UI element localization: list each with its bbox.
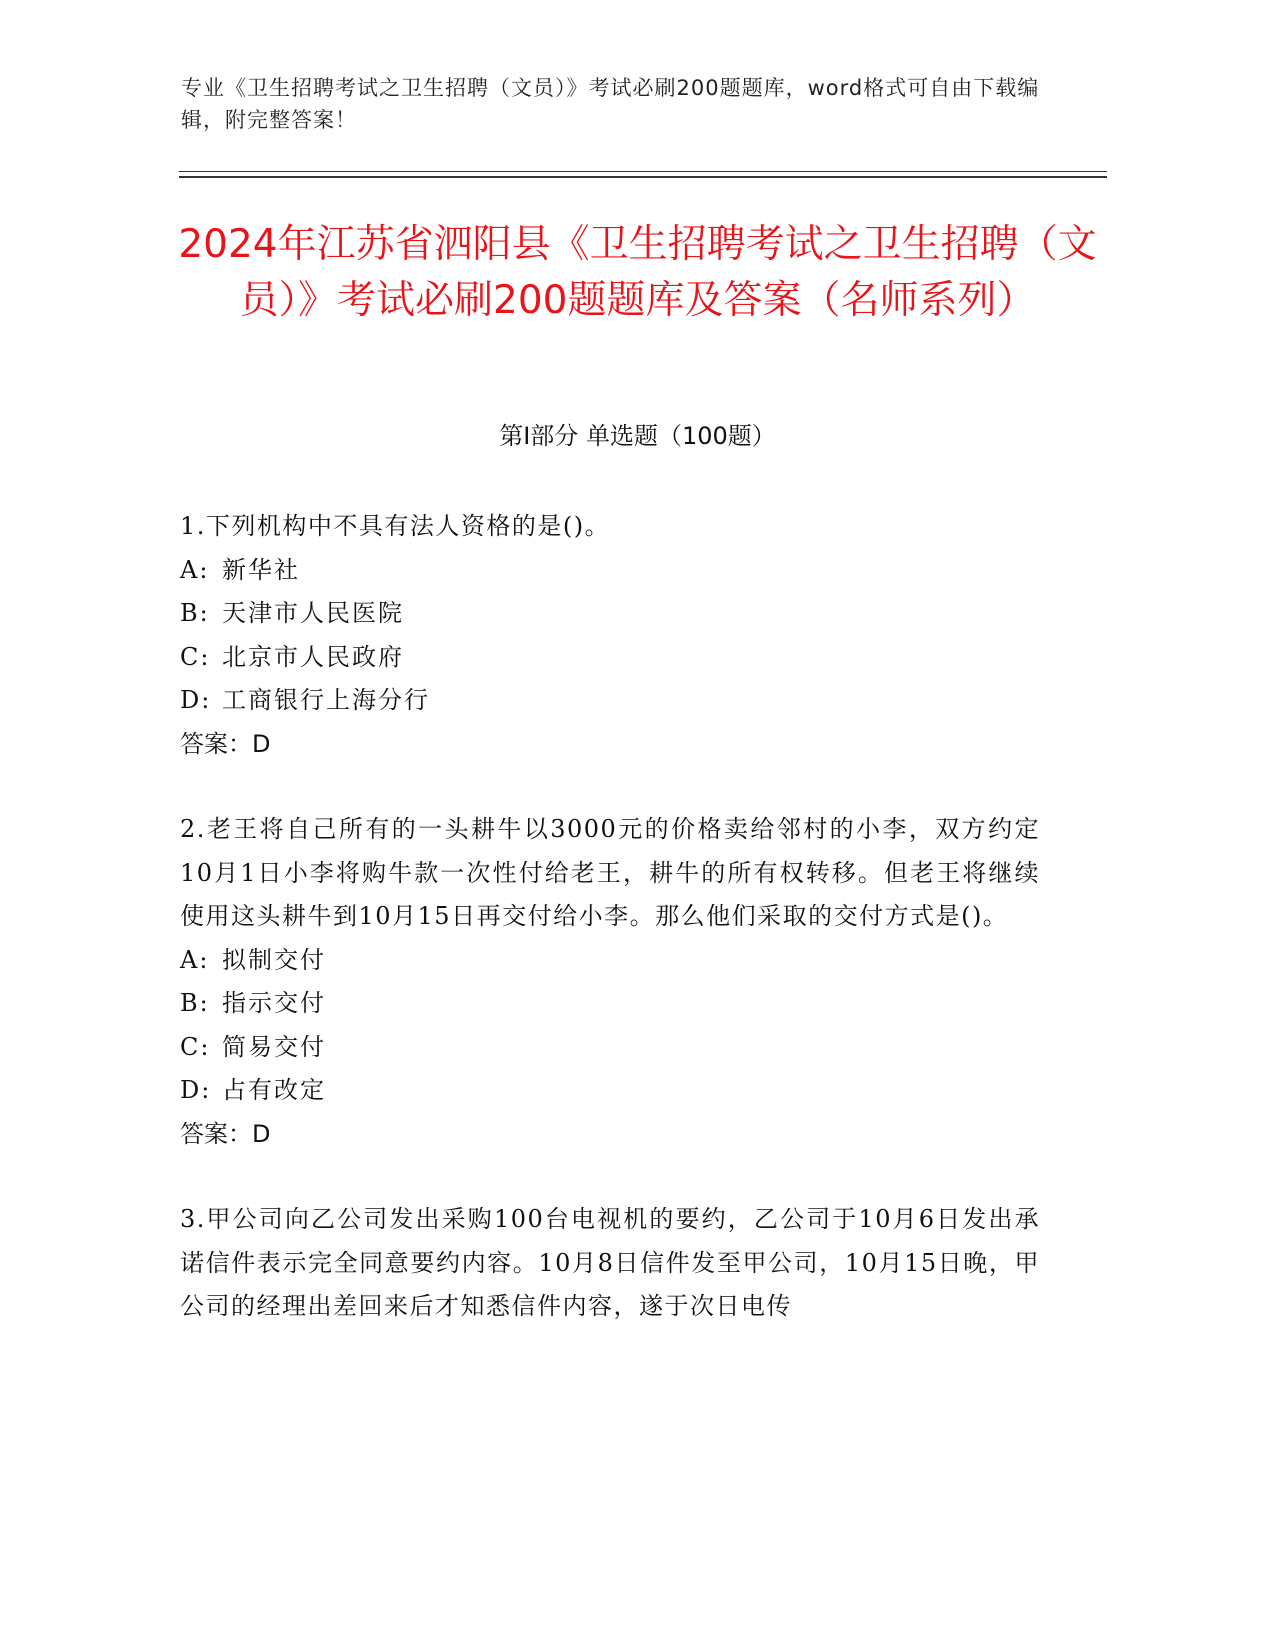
question-1 bbox=[180, 505, 1040, 766]
question-text: 3.甲公司向乙公司发出采购100台电视机的要约，乙公司于10月6日发出承诺信件表示完全同意要约内容。10月8日信件发至甲公司，10月15日晚，甲公司的经理出差回来后才知悉信件内容，遂于次日电传 bbox=[180, 1205, 1040, 1320]
option-text: 简易交付 bbox=[222, 1032, 326, 1061]
header-divider-thick bbox=[179, 176, 1107, 178]
option-c bbox=[180, 636, 1040, 680]
option-label: B: bbox=[180, 989, 210, 1017]
option-text: 占有改定 bbox=[222, 1076, 326, 1104]
question-text: 2.老王将自己所有的一头耕牛以3000元的价格卖给邻村的小李，双方约定10月1日小李将购牛款一次性付给老王，耕牛的所有权转移。但老王将继续使用这头耕牛到10月15日再交付给小李。那么他们采取的交付方式是()。 bbox=[180, 815, 1040, 930]
option-a bbox=[180, 549, 1040, 593]
question-3 bbox=[180, 1198, 1040, 1329]
option-b bbox=[180, 982, 1040, 1026]
option-label: D: bbox=[180, 686, 212, 714]
question-2 bbox=[180, 808, 1040, 1156]
option-a bbox=[180, 939, 1040, 983]
option-label: D: bbox=[180, 1076, 212, 1104]
option-text: 工商银行上海分行 bbox=[222, 686, 430, 714]
option-label: C: bbox=[180, 642, 211, 671]
header-divider-thin bbox=[179, 171, 1107, 172]
option-text: 新华社 bbox=[222, 555, 300, 584]
option-c bbox=[180, 1026, 1040, 1070]
option-label: A: bbox=[180, 945, 210, 974]
answer: 答案：D bbox=[180, 1119, 271, 1148]
header-note: 专业《卫生招聘考试之卫生招聘（文员）》考试必刷200题题库，word格式可自由下载编辑，附完整答案！ bbox=[181, 76, 1040, 132]
option-text: 天津市人民医院 bbox=[222, 599, 404, 627]
option-text: 拟制交付 bbox=[222, 945, 326, 974]
question-text: 1.下列机构中不具有法人资格的是()。 bbox=[180, 512, 611, 540]
question-list bbox=[180, 505, 1040, 1371]
section-title: 第Ⅰ部分 单选题（100题） bbox=[499, 422, 776, 450]
option-text: 指示交付 bbox=[222, 989, 326, 1017]
option-label: C: bbox=[180, 1032, 211, 1061]
document-title: 2024年江苏省泗阳县《卫生招聘考试之卫生招聘（文员）》考试必刷200题题库及答案（名师系列） bbox=[178, 222, 1097, 323]
option-text: 北京市人民政府 bbox=[222, 642, 404, 671]
option-d bbox=[180, 679, 1040, 723]
option-b bbox=[180, 592, 1040, 636]
option-label: B: bbox=[180, 599, 210, 627]
option-label: A: bbox=[180, 555, 210, 584]
answer: 答案：D bbox=[180, 729, 271, 758]
option-d bbox=[180, 1069, 1040, 1113]
